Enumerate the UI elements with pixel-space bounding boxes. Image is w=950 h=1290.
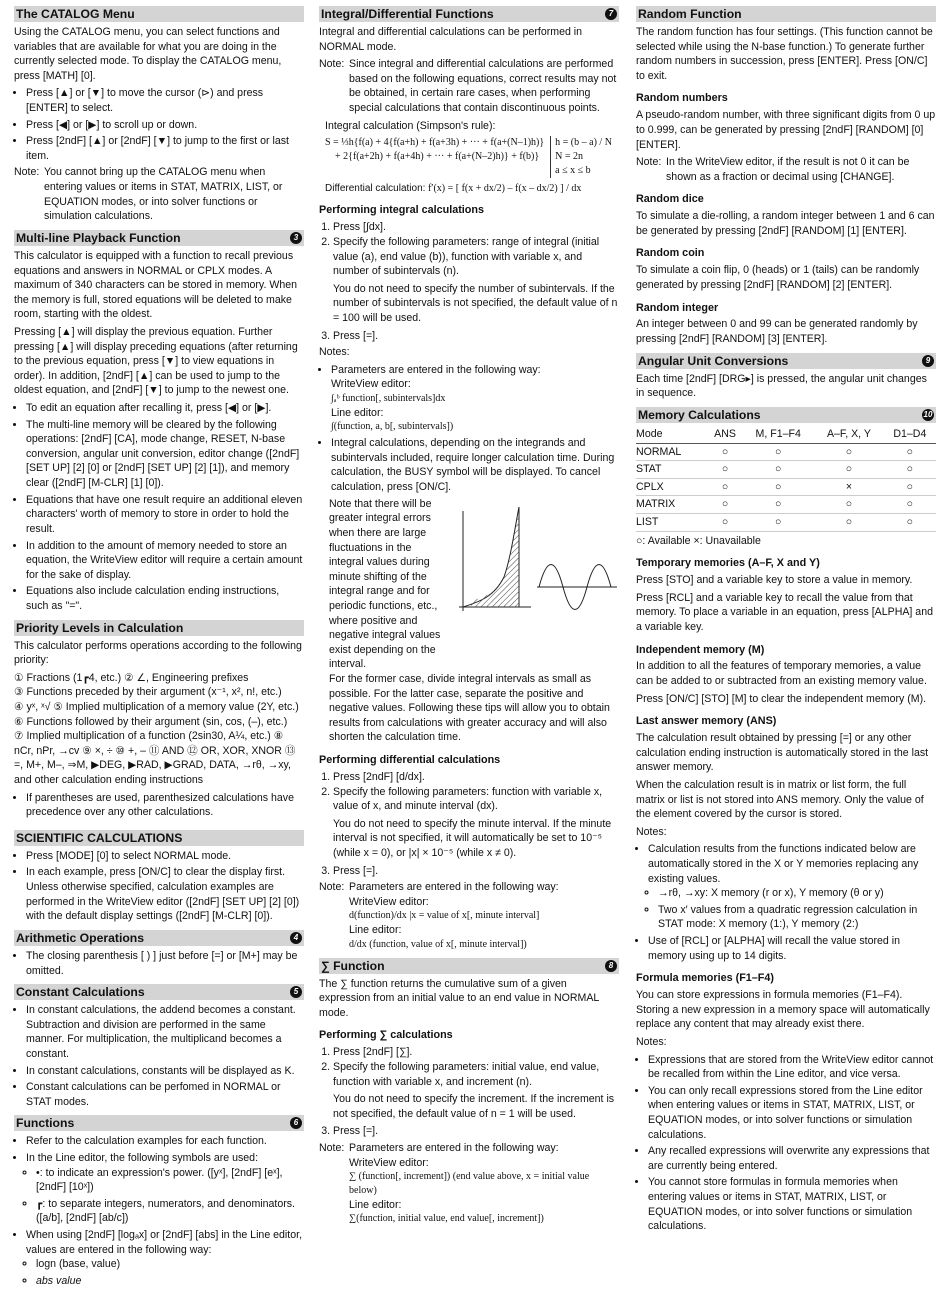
sub-list — [26, 1257, 304, 1288]
section-number-badge: 7 — [605, 8, 617, 20]
table-cell: ○ — [884, 461, 936, 479]
paragraph: The ∑ function returns the cumulative sum of a given expression from an initial value to an end value in NORMAL mode. — [319, 977, 599, 1019]
section-header-random: Random Function — [636, 6, 936, 22]
paragraph: For the former case, divide integral intervals as small as possible. For the latter case, separate the positive and negative values. Following these tips will allow you to obtain results from calculations with greater accuracy and will also shorten the calculation time. — [329, 673, 610, 744]
table-header-row — [636, 426, 936, 443]
list-item: • If parentheses are used, parenthesized calculations have precedence over any other calculations. — [26, 791, 304, 820]
table-legend: ○: Available ×: Unavailable — [636, 534, 761, 547]
formula-line: ∑ (function[, increment]) (end value above, x = initial value below) — [349, 1171, 590, 1197]
paragraph: A pseudo-random number, with three significant digits from 0 up to 0.999, can be generated by pressing [2ndF] [RANDOM] [0] [ENTER]. — [636, 109, 936, 151]
list-item: • In each example, press [ON/C] to clear the display first. Unless otherwise specified, calculation examples are performed in the WriteView editor ([2ndF] [SET UP] [2] [0]) with the default display settings ([2ndF] [M-CLR] [0]). — [26, 865, 304, 923]
simpson-main — [325, 136, 544, 177]
formula-line: N = 2n — [555, 151, 584, 163]
note-body — [349, 1141, 619, 1226]
list-item: • You can only recall expressions stored from the Line editor when entering values or items in STAT, MATRIX, LIST, or EQUATION modes, or into solver functions or simulation calculations. — [648, 1084, 936, 1142]
section-number-badge: 4 — [290, 932, 302, 944]
simpson-formula — [325, 136, 619, 177]
table-cell: ○ — [708, 478, 743, 496]
section-header-playback: Multi-line Playback Function 3 — [14, 230, 304, 246]
formula-line: ∑(function, initial value, end value[, increment]) — [349, 1213, 544, 1225]
paragraph: Each time [2ndF] [DRG▸] is pressed, the angular unit changes in sequence. — [636, 372, 927, 400]
scientific-list — [14, 849, 304, 924]
list-item: • Equations that have one result require an additional eleven characters' worth of memory to store in order to hold the result. — [26, 493, 304, 537]
paragraph: Note that there will be greater integral errors when there are large fluctuations in the integral values during minute shifting of the integral range and for periodic functions, etc., where positive and negative integral values exist depending on the interval. — [329, 497, 441, 671]
memory-notes — [636, 842, 936, 963]
section-header-angular: Angular Unit Conversions 9 — [636, 353, 936, 369]
table-cell: ○ — [742, 443, 814, 461]
paragraph: This calculator is equipped with a function to recall previous equations and answers in NORMAL or CPLX modes. A maximum of 340 characters can be stored in memory. When the memory is full, stored equations will be deleted to make room, starting with the oldest. — [14, 249, 298, 321]
diff-note: Note: Parameters are entered in the following way: WriteView editor: d(function)/dx |x = value of x[, minute interval] Line editor: d/dx (function, value of x[, minute interval]) — [319, 881, 559, 950]
section-number-badge: 3 — [290, 232, 302, 244]
table-cell: ○ — [742, 496, 814, 514]
section-number-badge: 6 — [290, 1117, 302, 1129]
subheading: Performing differential calculations — [319, 754, 501, 767]
table-cell: × — [814, 478, 884, 496]
list-item: • You cannot store formulas in formula memories when entering values or items in STAT, MATRIX, LIST, or EQUATION modes, or into solver functions or simulation calculations. — [648, 1175, 936, 1233]
section-header-integral: Integral/Differential Functions 7 — [319, 6, 619, 22]
diff-steps — [319, 770, 619, 878]
paragraph: To simulate a coin flip, 0 (heads) or 1 (tails) can be randomly generated by pressing [2ndF] [RANDOM] [2] [ENTER]. — [636, 264, 920, 291]
arith-list — [14, 949, 304, 978]
simpson-conditions — [550, 136, 612, 177]
list-item: • Expressions that are stored from the WriteView editor cannot be recalled from within the Line editor, and vice versa. — [648, 1053, 936, 1082]
subheading: Random integer — [636, 301, 719, 314]
paragraph: You can store expressions in formula memories (F1–F4). Storing a new expression in a memory space will automatically replace any content that may already exist there. — [636, 989, 930, 1031]
paragraph: When the calculation result is in matrix or list form, the full matrix or list is not stored into ANS memory. Only the value of the element covered by the cursor is stored. — [636, 778, 924, 821]
list-item: • Equations also include calculation ending instructions, such as "=". — [26, 584, 304, 613]
table-cell: ○ — [708, 461, 743, 479]
table-cell: ○ — [742, 478, 814, 496]
list-item: • In addition to the amount of memory needed to store an equation, the WriteView editor will require a certain amount for the sake of display. — [26, 539, 304, 583]
table-cell: ○ — [814, 513, 884, 531]
table-row — [636, 513, 936, 531]
sigma-note: Note: Parameters are entered in the following way: WriteView editor: ∑ (function[, increment]) (end value above, x = initial value below) Line editor: ∑(function, initial value, end value[, increment]) — [319, 1141, 619, 1226]
priority-line: ① Fractions (1┏4, etc.) ② ∠, Engineering prefixes — [14, 671, 249, 684]
playback-list — [14, 401, 304, 614]
priority-line: ③ Functions preceded by their argument (x⁻¹, x², n!, etc.) — [14, 686, 282, 699]
catalog-intro: Using the CATALOG menu, you can select functions and variables that are available for what you are doing in the currently selected mode. To display the CATALOG menu, press [MATH] [0]. — [14, 26, 282, 82]
paragraph: The random function has four settings. (This function cannot be selected while using the N-base function.) To generate further random numbers in succession, press [ENTER]. Press [ON/C] to exit. — [636, 26, 933, 82]
list-item: 1. Press [2ndF] [d/dx]. — [333, 770, 619, 785]
list-item: • Any recalled expressions will overwrite any expressions that are currently being entered. — [648, 1144, 936, 1173]
column-header: M, F1–F4 — [742, 426, 814, 443]
table-row — [636, 461, 936, 479]
section-number-badge: 10 — [923, 409, 933, 419]
subheading: Random dice — [636, 193, 704, 206]
list-item: 2. Specify the following parameters: range of integral (initial value (a), end value (b)), function with variable x, and number of subintervals (n). You do not need to specify the number of subintervals. If the number of subintervals is not specified, the default value of n = 100 will be used. — [333, 235, 619, 326]
memory-availability-table — [636, 426, 936, 532]
priority-list — [14, 791, 304, 820]
notes-label: Notes: — [636, 825, 667, 838]
table-row — [636, 478, 936, 496]
sub-list — [648, 886, 936, 932]
list-item: 1. Press [2ndF] [∑]. — [333, 1045, 619, 1060]
table-cell: LIST — [636, 513, 708, 531]
list-item: • Press [▲] or [▼] to move the cursor (⊳) and press [ENTER] to select. — [26, 86, 304, 115]
table-cell: ○ — [814, 443, 884, 461]
list-item: 3. Press [=]. — [333, 864, 619, 879]
catalog-note: Note: You cannot bring up the CATALOG menu when entering values or items in STAT, MATRIX, LIST, or EQUATION modes, or into solver functions or simulation calculations. — [14, 166, 283, 223]
list-item: 3. Press [=]. — [333, 1124, 619, 1139]
section-header-functions: Functions 6 — [14, 1115, 304, 1131]
list-item: 2. Specify the following parameters: initial value, end value, function with variable x, and increment (n). You do not need to specify the increment. If the increment is not specified, the default value of n = 1 will be used. — [333, 1060, 619, 1121]
notes-label: Notes: — [319, 346, 350, 359]
list-item: • The multi-line memory will be cleared by the following operations: [2ndF] [CA], mode change, RESET, N-base conversion, angular unit conversion, editor change ([2ndF] [SET UP] [2] [0] or [2ndF] [SET UP] [2] [1]), and memory clear ([2ndF] [M-CLR] [1] [0]). — [26, 418, 304, 491]
table-cell: ○ — [708, 443, 743, 461]
paragraph: Press [STO] and a variable key to store a value in memory. — [636, 574, 913, 587]
list-item: 2. Specify the following parameters: function with variable x, value of x, and minute interval (dx). You do not need to specify the minute interval. If the minute interval is not specified, it will automatically be set to 10⁻⁵ (while x = 0), or |x| × 10⁻⁵ (while x ≠ 0). — [333, 785, 619, 861]
paragraph: To simulate a die-rolling, a random integer between 1 and 6 can be generated by pressing [2ndF] [RANDOM] [1] [ENTER]. — [636, 210, 935, 237]
table-cell: ○ — [708, 496, 743, 514]
priority-line: ⑥ Functions followed by their argument (sin, cos, (–), etc.) — [14, 715, 288, 728]
formula-line: S = ⅓h{f(a) + 4{f(a+h) + f(a+3h) + ··· + f(a+(N–1)h)} — [325, 137, 545, 149]
paragraph: You do not need to specify the increment. If the increment is not specified, the default value of n = 1 will be used. — [333, 1093, 615, 1120]
list-item: • Constant calculations can be perfomed in NORMAL or STAT modes. — [26, 1080, 304, 1109]
section-header-sigma: ∑ Function 8 — [319, 958, 619, 974]
subheading: Performing ∑ calculations — [319, 1029, 453, 1042]
table-cell: ○ — [742, 513, 814, 531]
section-number-badge: 9 — [922, 355, 934, 367]
column-left — [14, 4, 304, 1290]
paragraph: Parameters are entered in the following way: — [349, 1142, 559, 1154]
paragraph: Press [RCL] and a variable key to recall the value from that memory. To place a variable in an equation, press [ALPHA] and a variable key. — [636, 591, 933, 633]
list-item: • Press [MODE] [0] to select NORMAL mode. — [26, 849, 304, 864]
list-item: • Press [2ndF] [▲] or [2ndF] [▼] to jump to the first or last item. — [26, 134, 304, 163]
table-cell: STAT — [636, 461, 708, 479]
label: WriteView editor: — [349, 895, 429, 908]
column-middle — [319, 4, 619, 1229]
formula-line: h = (b – a) / N — [555, 137, 612, 149]
column-right — [636, 4, 936, 1236]
paragraph: An integer between 0 and 99 can be generated randomly by pressing [2ndF] [RANDOM] [3] [ENTER]. — [636, 318, 918, 346]
list-item: • Integral calculations, depending on the integrands and subintervals included, require longer calculation time. During calculation, the BUSY symbol will be displayed. To cancel calculation, press [ON/C]. — [331, 436, 619, 494]
paragraph: Parameters are entered in the following way: — [349, 881, 559, 894]
list-item: • In constant calculations, the addend becomes a constant. Subtraction and division are performed in the same manner. For multiplication, the multiplicand becomes a constant. — [26, 1003, 304, 1061]
formula-line: a ≤ x ≤ b — [555, 164, 591, 176]
list-item: • To edit an equation after recalling it, press [◀] or [▶]. — [26, 401, 304, 416]
column-header: Mode — [636, 426, 708, 443]
subheading: Random coin — [636, 247, 705, 260]
list-item: • Refer to the calculation examples for each function. — [26, 1134, 304, 1149]
list-item: • Use of [RCL] or [ALPHA] will recall the value stored in memory using up to 14 digits. — [648, 934, 936, 963]
diff-formula: Differential calculation: f′(x) = [ f(x + dx/2) – f(x – dx/2) ] / dx — [325, 182, 582, 194]
constant-list — [14, 1003, 304, 1109]
note-body — [349, 880, 559, 951]
paragraph: You do not need to specify the number of subintervals. If the number of subintervals is not specified, the default value of n = 100 will be used. — [333, 282, 618, 324]
formula-line: ∫(function, a, b[, subintervals]) — [331, 421, 454, 433]
table-cell: NORMAL — [636, 443, 708, 461]
list-item: • Parameters are entered in the following way: WriteView editor: ∫ₐᵇ function[, subintervals]dx Line editor: ∫(function, a, b[, subintervals]) — [331, 363, 619, 434]
list-item: ◦ →rθ, →xy: X memory (r or x), Y memory (θ or y) — [658, 886, 936, 901]
list-item: ◦ ┏: to separate integers, numerators, and denominators. ([a/b], [2ndF] [ab/c]) — [36, 1197, 304, 1226]
table-cell: ○ — [884, 513, 936, 531]
integral-note: Note: Since integral and differential calculations are performed based on the following equations, correct results may not be obtained, in certain rare cases, when performing special calculations that contain discontinuous points. — [319, 58, 617, 115]
subheading: Independent memory (M) — [636, 643, 765, 656]
list-item: ◦ Two x′ values from a quadratic regression calculation in STAT mode: X memory (1:), Y memory (2:) — [658, 903, 936, 932]
section-header-catalog: The CATALOG Menu — [14, 6, 304, 22]
list-item: • Press [◀] or [▶] to scroll up or down. — [26, 118, 304, 133]
column-header: A–F, X, Y — [814, 426, 884, 443]
column-header: ANS — [708, 426, 743, 443]
integral-notes — [319, 363, 619, 495]
column-header: D1–D4 — [884, 426, 936, 443]
formula-line: d(function)/dx |x = value of x[, minute interval] — [349, 910, 540, 922]
priority-line: ④ yˣ, ˣ√ ⑤ Implied multiplication of a memory value (2Y, etc.) — [14, 700, 299, 713]
table-cell: ○ — [884, 443, 936, 461]
section-header-arithmetic: Arithmetic Operations 4 — [14, 930, 304, 946]
section-header-scientific: SCIENTIFIC CALCULATIONS — [14, 830, 304, 846]
table-row — [636, 443, 936, 461]
label: Line editor: — [331, 406, 384, 419]
integral-steps — [319, 220, 619, 343]
list-item: ◦ abs value — [36, 1274, 304, 1289]
list-item: • When using [2ndF] [logₐx] or [2ndF] [abs] in the Line editor, values are entered in the following way: ◦ logn (base, value) ◦ abs value — [26, 1228, 304, 1288]
list-item: • The closing parenthesis [ ) ] just before [=] or [M+] may be omitted. — [26, 949, 304, 978]
subheading: Temporary memories (A–F, X and Y) — [636, 557, 820, 570]
paragraph: In addition to all the features of temporary memories, a value can be added to or subtracted from an existing memory value. — [636, 660, 927, 688]
list-item: • Calculation results from the functions indicated below are automatically stored in the X or Y memories replacing any existing values. ◦ →rθ, →xy: X memory (r or x), Y memory (θ or y) ◦ Two x′ values from a quadratic regression calculation in STAT mode: X memory (1:), Y memory (2:) — [648, 842, 936, 932]
integral-graph-block — [319, 497, 619, 672]
subheading: Formula memories (F1–F4) — [636, 972, 774, 985]
paragraph: You do not need to specify the minute interval. If the minute interval is not specified, it will automatically be set to 10⁻⁵ (while x = 0), or |x| × 10⁻⁵ (while x ≠ 0). — [333, 817, 612, 859]
list-item: 3. Press [=]. — [333, 329, 619, 344]
formula-line: ∫ₐᵇ function[, subintervals]dx — [331, 393, 446, 405]
subheading: Last answer memory (ANS) — [636, 715, 777, 728]
paragraph: Integral and differential calculations can be performed in NORMAL mode. — [319, 26, 583, 53]
label: WriteView editor: — [349, 1156, 429, 1169]
table-cell: ○ — [814, 461, 884, 479]
list-item: ◦ logn (base, value) — [36, 1257, 304, 1272]
label: Line editor: — [349, 1198, 402, 1211]
sub-list — [26, 1166, 304, 1226]
catalog-list — [14, 86, 304, 163]
label: Line editor: — [349, 924, 402, 937]
list-item: • In the Line editor, the following symbols are used: ◦ •: to indicate an expression's power. ([yˣ], [2ndF] [eˣ], [2ndF] [10ˣ]) ◦ ┏: to separate integers, numerators, and denominators. ([a/b], [2ndF] [ab/c]) — [26, 1151, 304, 1226]
list-item: ◦ •: to indicate an expression's power. ([yˣ], [2ndF] [eˣ], [2ndF] [10ˣ]) — [36, 1166, 304, 1195]
table-cell: ○ — [708, 513, 743, 531]
section-number-badge: 8 — [605, 960, 617, 972]
formula-line: + 2{f(a+2h) + f(a+4h) + ··· + f(a+(N–2)h)} + f(b)} — [335, 151, 540, 163]
table-cell: ○ — [814, 496, 884, 514]
section-header-priority: Priority Levels in Calculation — [14, 620, 304, 636]
integral-error-graphs — [449, 497, 619, 617]
sigma-steps — [319, 1045, 619, 1139]
subheading: Performing integral calculations — [319, 204, 484, 217]
formula-line: d/dx (function, value of x[, minute interval]) — [349, 938, 527, 950]
subheading: Random numbers — [636, 92, 728, 105]
label: WriteView editor: — [331, 378, 411, 391]
paragraph: Pressing [▲] will display the previous equation. Further pressing [▲] will display preceding equations (after returning to the previous equation, press [▼] to view equations in order). In addition, [2ndF] [▲] can be used to jump to the oldest equation, and [2ndF] [▼] to jump to the newest one. — [14, 325, 298, 397]
table-cell: CPLX — [636, 478, 708, 496]
functions-list — [14, 1134, 304, 1288]
paragraph: The calculation result obtained by pressing [=] or any other calculation ending instruction is automatically stored in the last answer memory. — [636, 732, 929, 774]
section-header-memory: Memory Calculations 10 — [636, 407, 936, 423]
table-cell: ○ — [884, 496, 936, 514]
table-cell: MATRIX — [636, 496, 708, 514]
random-note: Note: In the WriteView editor, if the result is not 0 it can be shown as a fraction or decimal using [CHANGE]. — [636, 156, 910, 183]
table-cell: ○ — [742, 461, 814, 479]
priority-line: ⑦ Implied multiplication of a function (2sin30, A¼, etc.) ⑧ nCr, nPr, →cv ⑨ ×, ÷ ⑩ +, – ⑪ AND ⑫ OR, XOR, XNOR ⑬ =, M+, M–, ⇒M, ▶DEG, ▶RAD, ▶GRAD, DATA, →rθ, →xy, and other calculation ending instructions — [14, 730, 296, 787]
paragraph: This calculator performs operations according to the following priority: — [14, 639, 302, 667]
section-header-constant: Constant Calculations 5 — [14, 984, 304, 1000]
table-cell: ○ — [884, 478, 936, 496]
list-item: • In constant calculations, constants will be displayed as K. — [26, 1064, 304, 1079]
list-item: 1. Press [∫dx]. — [333, 220, 619, 235]
simpson-label: Integral calculation (Simpson's rule): — [325, 119, 496, 132]
notes-label: Notes: — [636, 1035, 667, 1048]
paragraph: Press [ON/C] [STO] [M] to clear the independent memory (M). — [636, 692, 927, 705]
section-number-badge: 5 — [290, 986, 302, 998]
table-row — [636, 496, 936, 514]
formula-notes — [636, 1053, 936, 1234]
